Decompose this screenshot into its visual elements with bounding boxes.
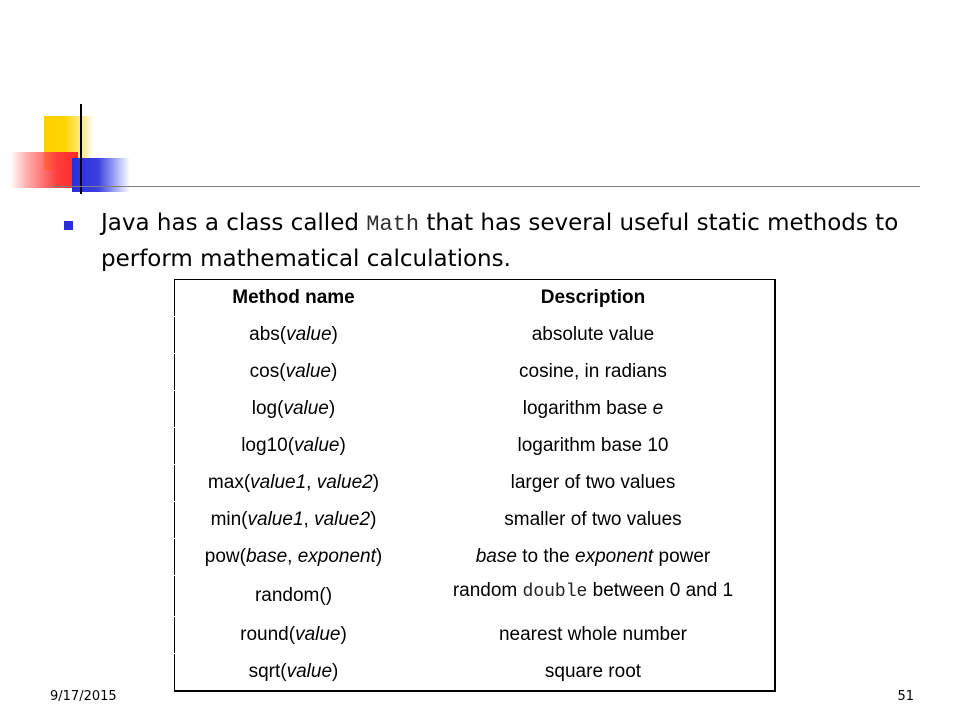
math-methods-table	[174, 279, 776, 692]
logo-vertical-line	[80, 104, 82, 194]
method-name-cell: abs(value)	[175, 317, 412, 354]
slide-logo-decoration	[0, 0, 960, 200]
description-cell: nearest whole number	[412, 617, 775, 654]
description-cell: logarithm base 10	[412, 428, 775, 465]
table-row	[175, 502, 776, 539]
table-header-row	[175, 280, 776, 317]
table-row	[175, 576, 776, 617]
logo-red-square	[10, 152, 78, 188]
method-name-cell: random()	[175, 576, 412, 617]
method-name-cell: round(value)	[175, 617, 412, 654]
math-class-code: Math	[366, 212, 420, 237]
logo-yellow-square	[44, 116, 94, 170]
bullet-text-start: Java has a class called	[101, 210, 367, 236]
page-number: 51	[897, 689, 914, 704]
description-cell: larger of two values	[412, 465, 775, 502]
table-row	[175, 317, 776, 354]
method-name-cell: cos(value)	[175, 354, 412, 391]
method-name-cell: pow(base, exponent)	[175, 539, 412, 576]
description-cell: base to the exponent power	[412, 539, 775, 576]
description-cell: random double between 0 and 1	[412, 576, 775, 617]
method-name-cell: log10(value)	[175, 428, 412, 465]
footer-date: 9/17/2015	[50, 689, 117, 704]
logo-blue-square	[72, 158, 130, 192]
table-row	[175, 391, 776, 428]
description-header: Description	[412, 280, 775, 317]
description-cell: absolute value	[412, 317, 775, 354]
table-row	[175, 539, 776, 576]
description-cell: cosine, in radians	[412, 354, 775, 391]
table-row	[175, 465, 776, 502]
method-name-header: Method name	[175, 280, 412, 317]
table-row	[175, 354, 776, 391]
description-cell: smaller of two values	[412, 502, 775, 539]
title-divider-line	[50, 186, 920, 187]
square-bullet-icon	[64, 221, 73, 230]
description-cell: logarithm base e	[412, 391, 775, 428]
method-name-cell: max(value1, value2)	[175, 465, 412, 502]
bullet-text-end: that has several useful static methods to perform mathematical calculations.	[101, 210, 899, 272]
table-row	[175, 654, 776, 692]
bullet-text	[101, 206, 914, 276]
method-name-cell: sqrt(value)	[175, 654, 412, 692]
description-cell: square root	[412, 654, 775, 692]
table-row	[175, 428, 776, 465]
method-name-cell: min(value1, value2)	[175, 502, 412, 539]
table-row	[175, 617, 776, 654]
method-name-cell: log(value)	[175, 391, 412, 428]
bullet-point	[64, 206, 914, 276]
